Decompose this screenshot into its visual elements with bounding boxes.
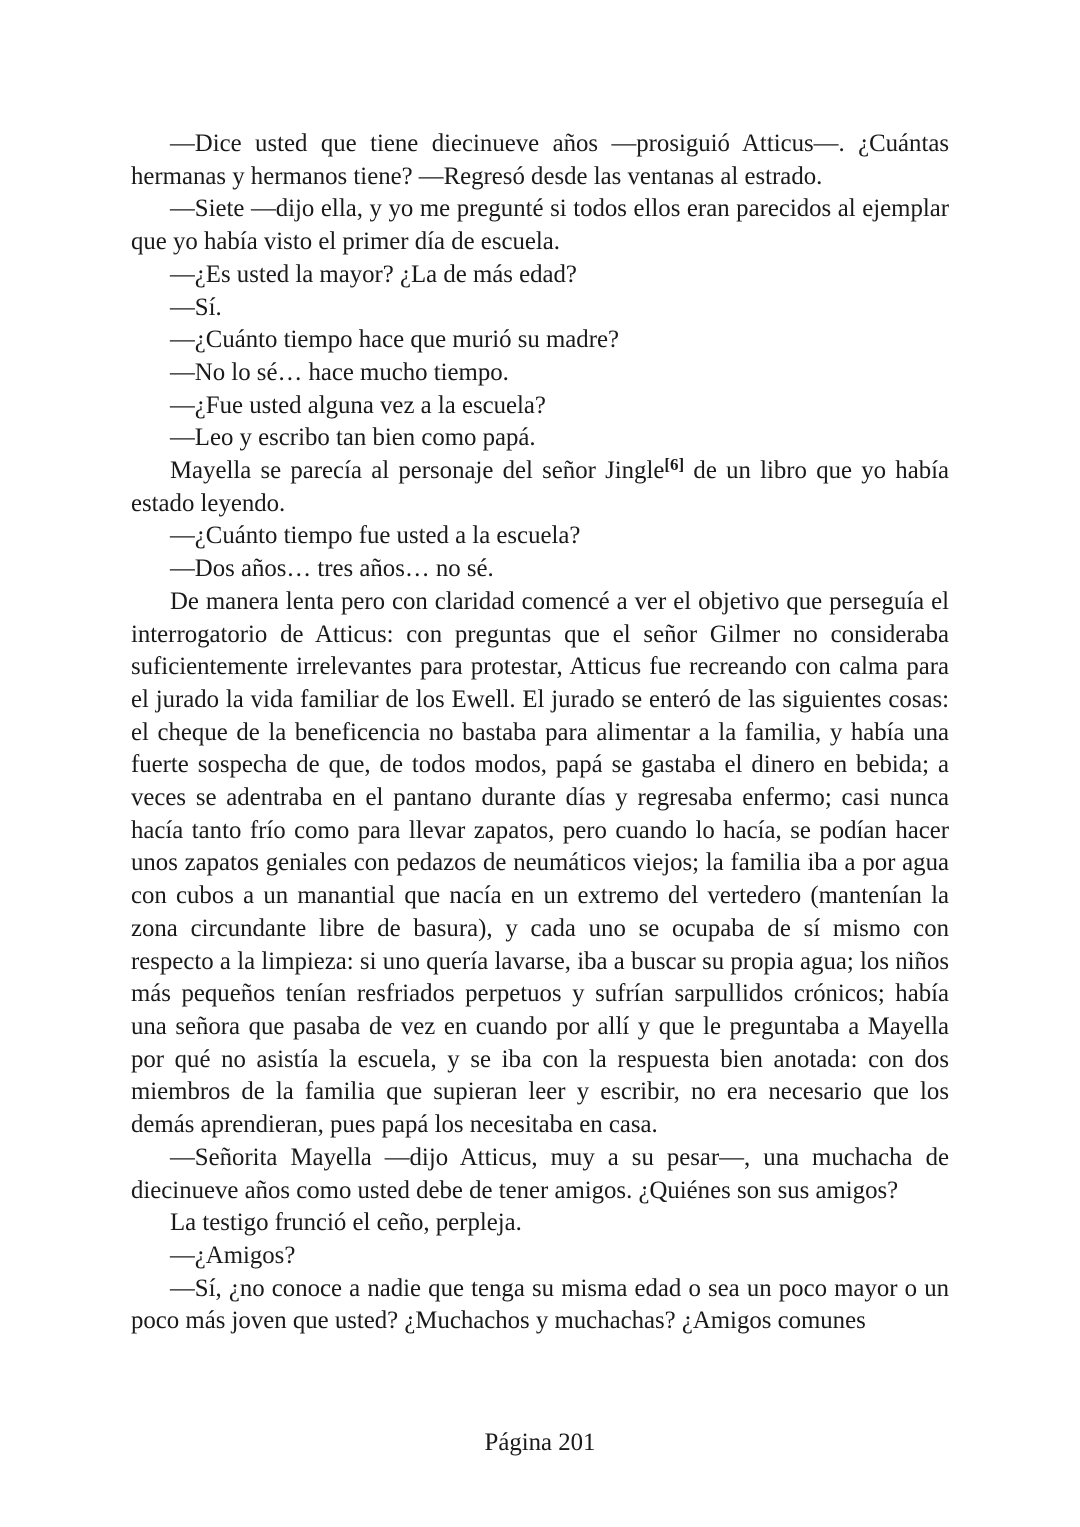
page-number: Página 201 <box>484 1429 596 1456</box>
paragraph: —Dos años… tres años… no sé. <box>170 555 494 583</box>
paragraph: —Dice usted que tiene diecinueve años —prosiguió Atticus—. ¿Cuántas hermanas y hermanos tiene? —Regresó desde las ventanas al estrado. <box>131 130 949 190</box>
paragraph: La testigo frunció el ceño, perpleja. <box>170 1209 522 1237</box>
paragraph: —¿Amigos? <box>170 1241 296 1269</box>
paragraph: —¿Fue usted alguna vez a la escuela? <box>170 391 546 419</box>
footnote-link[interactable]: [6] <box>664 455 685 475</box>
paragraph: —Sí. <box>170 293 222 321</box>
paragraph: —¿Es usted la mayor? ¿La de más edad? <box>170 260 577 288</box>
paragraph: —¿Cuánto tiempo hace que murió su madre? <box>170 326 619 354</box>
paragraph: —Siete —dijo ella, y yo me pregunté si todos ellos eran parecidos al ejemplar que yo había visto el primer día de escuela. <box>131 195 949 256</box>
paragraph-with-footnote <box>131 455 949 520</box>
paragraph-text: Mayella se parecía al personaje del señor Jingle <box>170 457 665 485</box>
paragraph: De manera lenta pero con claridad comencé a ver el objetivo que perseguía el interrogatorio de Atticus: con preguntas que el señor Gilmer no consideraba suficientemente irrelevantes para protestar, Atticus fue recreando con calma para el jurado la vida familiar de los Ewell. El jurado se enteró de las siguientes cosas: el cheque de la beneficencia no bastaba para alimentar a la familia, y había una fuerte sospecha de que, de todos modos, papá se gastaba el dinero en bebida; a veces se adentraba en el pantano durante días y regresaba enfermo; casi nunca hacía tanto frío como para llevar zapatos, pero cuando lo hacía, se podían hacer unos zapatos geniales con pedazos de neumáticos viejos; la familia iba a por agua con cubos a un manantial que nacía en un extremo del vertedero (mantenían la zona circundante libre de basura), y cada uno se ocupaba de sí mismo con respecto a la limpieza: si uno quería lavarse, iba a buscar su propia agua; los niños más pequeños tenían resfriados perpetuos y sufrían sarpullidos crónicos; había una señora que pasaba de vez en cuando por allí y que le preguntaba a Mayella por qué no asistía la escuela, y se iba con la respuesta bien anotada: con dos miembros de la familia que supieran leer y escribir, no era necesario que los demás aprendieran, pues papá los necesitaba en casa. <box>131 587 949 1139</box>
paragraph: —Señorita Mayella —dijo Atticus, muy a su pesar—, una muchacha de diecinueve años como usted debe de tener amigos. ¿Quiénes son sus amigos? <box>131 1143 949 1204</box>
paragraph-text: de un libro que yo había estado leyendo. <box>131 457 949 517</box>
paragraph: —Sí, ¿no conoce a nadie que tenga su misma edad o sea un poco mayor o un poco más joven que usted? ¿Muchachos y muchachas? ¿Amigos comunes <box>131 1274 949 1335</box>
page-body <box>131 128 949 1338</box>
paragraph: —Leo y escribo tan bien como papá. <box>170 424 536 452</box>
paragraph: —No lo sé… hace mucho tiempo. <box>170 358 509 386</box>
paragraph: —¿Cuánto tiempo fue usted a la escuela? <box>170 522 581 550</box>
